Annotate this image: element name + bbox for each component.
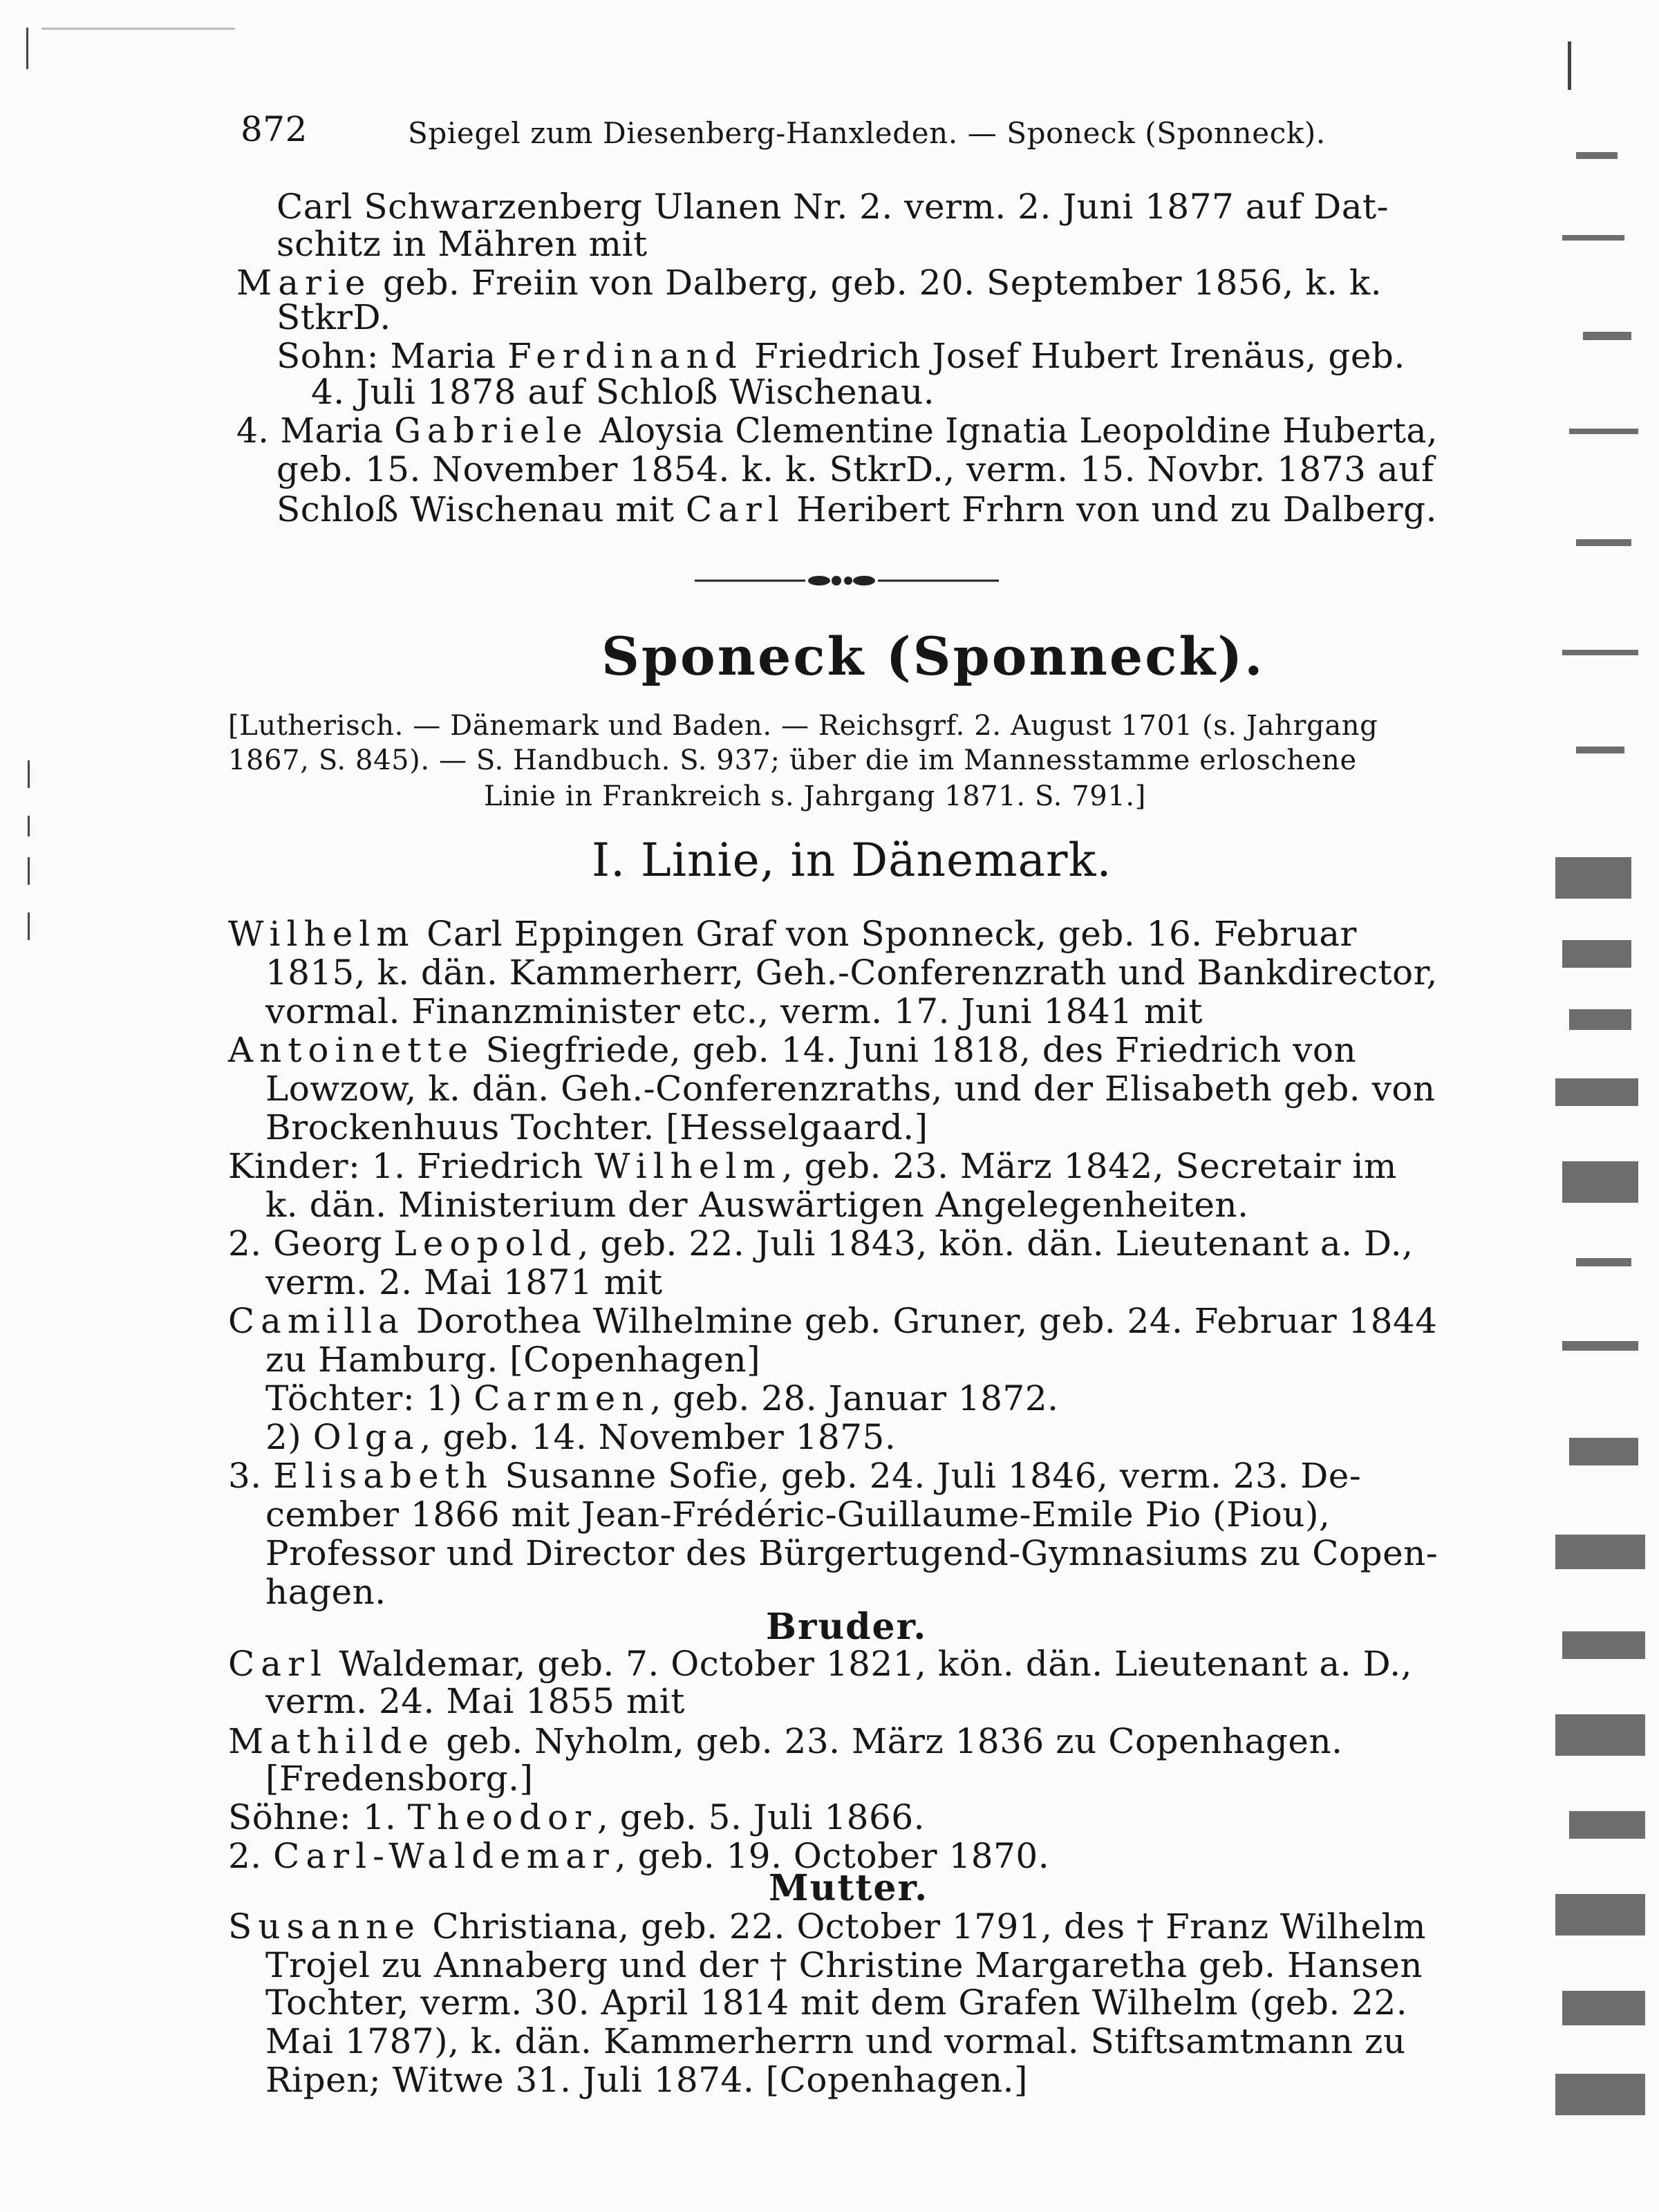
spaced-name: Camilla [228,1301,405,1341]
text-line [228,1224,1414,1264]
text-line: Carl Schwarzenberg Ulanen Nr. 2. verm. 2. Juni 1877 auf Dat- [276,187,1389,227]
top-dash-mark [41,28,235,30]
text-run: Christiana, geb. 22. October 1791, des † Franz Wilhelm [420,1906,1427,1947]
text-line: geb. 15. November 1854. k. k. StkrD., verm. 15. Novbr. 1873 auf [276,449,1434,489]
ornamental-divider [695,572,999,589]
text-run: Töchter: 1) [265,1378,474,1418]
text-line: schitz in Mähren mit [276,224,648,264]
text-line: StkrD. [276,297,391,337]
text-run: , geb. 5. Juli 1866. [597,1797,925,1837]
text-run: , geb. 28. Januar 1872. [650,1378,1059,1418]
text-line [236,263,1382,303]
text-run: 2. [228,1836,274,1876]
spaced-name: Leopold [393,1224,578,1264]
spaced-name: Gabriele [394,411,589,451]
text-run: , geb. 23. März 1842, Secretair im [781,1146,1397,1186]
intro-line: 1867, S. 845). — S. Handbuch. S. 937; über die im Mannesstamme erloschene [228,744,1357,776]
spaced-name: Marie [236,263,372,303]
text-run: Schloß Wischenau mit [276,489,686,529]
text-run: geb. Nyholm, geb. 23. März 1836 zu Copenhagen. [434,1721,1343,1761]
text-line [236,411,1438,451]
text-run: Friedrich Josef Hubert Irenäus, geb. [742,336,1405,376]
text-run: Sohn: Maria [276,336,508,376]
text-line [228,1797,925,1837]
spaced-name: Ferdinand [507,336,743,376]
text-line: Professor und Director des Bürgertugend-Gymnasiums zu Copen- [265,1533,1438,1573]
page-number: 872 [241,109,308,149]
bleed-through-column [1548,124,1659,2198]
text-run: Susanne Sofie, geb. 24. Juli 1846, verm. 23. De- [493,1456,1362,1496]
text-line: verm. 2. Mai 1871 mit [265,1262,663,1302]
text-line: Tochter, verm. 30. April 1814 mit dem Grafen Wilhelm (geb. 22. [265,1983,1408,2023]
left-margin-mark [28,857,30,885]
mutter-heading: Mutter. [769,1867,929,1909]
spaced-name: Carl-Waldemar [273,1836,615,1876]
text-run: 2. Georg [228,1224,394,1264]
text-line [228,1030,1357,1070]
right-rule [1568,41,1571,90]
spaced-name: Elisabeth [273,1456,494,1496]
left-margin-mark [26,28,28,69]
left-margin-mark [28,816,30,836]
text-run: 4. Maria [236,411,395,451]
text-run: Heribert Frhrn von und zu Dalberg. [785,489,1438,529]
text-run: 3. [228,1456,274,1496]
text-run: geb. Freiin von Dalberg, geb. 20. September 1856, k. k. [371,263,1382,303]
text-line: Lowzow, k. dän. Geh.-Conferenzraths, und der Elisabeth geb. von [265,1069,1436,1109]
spaced-name: Mathilde [228,1721,435,1761]
text-line: 4. Juli 1878 auf Schloß Wischenau. [311,372,935,412]
text-line: hagen. [265,1572,386,1612]
text-line [228,1906,1427,1947]
spaced-name: Theodor [407,1797,597,1837]
left-margin-mark [28,760,30,788]
text-run: Dorothea Wilhelmine geb. Gruner, geb. 24. Februar 1844 [404,1301,1438,1341]
spaced-name: Antoinette [228,1030,475,1070]
text-line: 1815, k. dän. Kammerherr, Geh.-Conferenzrath und Bankdirector, [265,953,1438,993]
text-line [276,489,1438,529]
text-run: , geb. 22. Juli 1843, kön. dän. Lieutenant a. D., [577,1224,1414,1264]
text-line [228,1146,1397,1186]
text-line [228,1301,1438,1341]
text-run: Siegfriede, geb. 14. Juni 1818, des Friedrich von [474,1030,1357,1070]
text-line: Trojel zu Annaberg und der † Christine Margaretha geb. Hansen [265,1945,1423,1985]
spaced-name: Carl [685,489,785,529]
text-line [265,1417,897,1457]
text-line [228,1456,1362,1496]
text-run: Kinder: 1. Friedrich [228,1146,595,1186]
text-line [265,1378,1059,1418]
text-run: Carl Eppingen Graf von Sponneck, geb. 16. Februar [415,914,1357,954]
section-title: Sponeck (Sponneck). [601,626,1265,687]
text-line [228,914,1357,954]
text-line: verm. 24. Mai 1855 mit [265,1681,685,1721]
spaced-name: Carl [228,1644,328,1684]
text-line: Mai 1787), k. dän. Kammerherrn und vormal. Stiftsamtmann zu [265,2021,1406,2061]
text-line: Brockenhuus Tochter. [Hesselgaard.] [265,1107,928,1147]
text-line: vormal. Finanzminister etc., verm. 17. Juni 1841 mit [265,991,1203,1031]
text-line: k. dän. Ministerium der Auswärtigen Angelegenheiten. [265,1185,1249,1225]
subsection-heading: I. Linie, in Dänemark. [592,834,1112,887]
text-run: 2) [265,1417,313,1457]
spaced-name: Wilhelm [594,1146,782,1186]
spaced-name: Carmen [474,1378,650,1418]
text-line [276,336,1405,376]
running-header: Spiegel zum Diesenberg-Hanxleden. — Sponeck (Sponneck). [408,116,1326,150]
spaced-name: Olga [312,1417,420,1457]
text-run: , geb. 19. October 1870. [615,1836,1050,1876]
intro-line: [Lutherisch. — Dänemark und Baden. — Reichsgrf. 2. August 1701 (s. Jahrgang [228,710,1378,742]
bruder-heading: Bruder. [766,1606,928,1648]
spaced-name: Wilhelm [228,914,415,954]
text-run: , geb. 14. November 1875. [420,1417,897,1457]
left-margin-mark [28,912,30,940]
text-run: Waldemar, geb. 7. October 1821, kön. dän. Lieutenant a. D., [327,1644,1413,1684]
text-run: Söhne: 1. [228,1797,408,1837]
text-line: [Fredensborg.] [265,1759,534,1799]
spaced-name: Susanne [228,1906,421,1947]
text-line [228,1721,1343,1761]
text-line [228,1644,1413,1684]
text-line: Ripen; Witwe 31. Juli 1874. [Copenhagen.] [265,2060,1028,2100]
intro-line: Linie in Frankreich s. Jahrgang 1871. S. 791.] [484,780,1146,812]
text-run: Aloysia Clementine Ignatia Leopoldine Huberta, [588,411,1438,451]
text-line: zu Hamburg. [Copenhagen] [265,1340,761,1380]
text-line: cember 1866 mit Jean-Frédéric-Guillaume-Emile Pio (Piou), [265,1494,1331,1535]
